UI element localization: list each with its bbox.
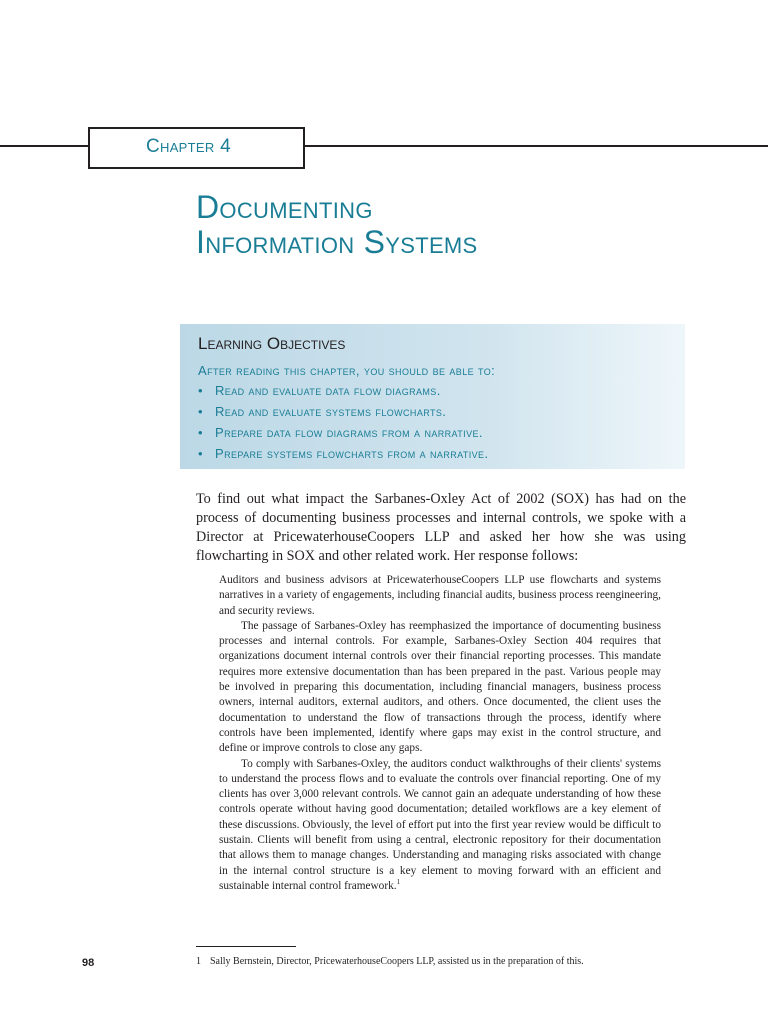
bullet-icon: • <box>198 425 203 440</box>
chapter-label: Chapter 4 <box>146 136 231 157</box>
learning-objective-item <box>198 401 488 422</box>
learning-objective-text: Read and evaluate data flow diagrams. <box>215 383 441 398</box>
learning-objectives-box <box>180 324 685 469</box>
footnote-rule <box>196 946 296 947</box>
page-number: 98 <box>82 957 95 969</box>
intro-paragraph: To find out what impact the Sarbanes-Oxley Act of 2002 (SOX) has had on the process of documenting business processes and internal controls, we spoke with a Director at PricewaterhouseCoopers LLP and asked her how she was using flowcharting in SOX and other related work. Her response follows: <box>196 491 686 564</box>
chapter-title-line-2: Information Systems <box>196 224 478 260</box>
quote-paragraph-3-text: To comply with Sarbanes-Oxley, the auditors conduct walkthroughs of their clients' systems to understand the process flows and to evaluate the controls over financial reporting. One of my clients has over 3,000 relevant controls. We cannot gain an adequate understanding of how these controls operate without having good documentation; detailed workflows are a key element of these discussions. Obviously, the level of effort put into the first year review would be difficult to sustain. Clients will benefit from using a central, electronic repository for their documentation that allows them to manage changes. Understanding and managing risks associated with change in the internal control structure is a key element to moving forward with an efficient and sustainable internal control framework. <box>219 757 661 892</box>
learning-objectives-heading: Learning Objectives <box>198 334 346 353</box>
learning-objective-text: Read and evaluate systems flowcharts. <box>215 404 447 419</box>
quote-paragraph-3 <box>219 757 661 895</box>
learning-objective-item <box>198 380 488 401</box>
learning-objective-item <box>198 443 488 464</box>
header-rule-right <box>305 145 768 147</box>
learning-objectives-list <box>198 380 488 464</box>
learning-objective-text: Prepare data flow diagrams from a narrative. <box>215 425 483 440</box>
chapter-title <box>196 190 478 260</box>
learning-objective-text: Prepare systems flowcharts from a narrative. <box>215 446 489 461</box>
bullet-icon: • <box>198 404 203 419</box>
footnote-reference: 1 <box>396 878 401 887</box>
quoted-response <box>219 573 661 894</box>
learning-objective-item <box>198 422 488 443</box>
footnote <box>196 956 584 967</box>
quote-paragraph-2: The passage of Sarbanes-Oxley has reemphasized the importance of documenting business processes and internal controls. For example, Sarbanes-Oxley Section 404 requires that organizations document internal controls over their financial reporting processes. This mandate requires more extensive documentation than has been prepared in the past. Various people may be involved in preparing this documentation, including financial managers, business process owners, internal auditors, external auditors, and others. Once documented, the client uses the documentation to understand the flow of transactions through the process, identify where controls have been implemented, identify where gaps may exist in the control structure, and define or improve controls to close any gaps. <box>219 619 661 755</box>
chapter-title-line-1: Documenting <box>196 189 373 225</box>
footnote-text: Sally Bernstein, Director, PricewaterhouseCoopers LLP, assisted us in the preparation of this. <box>210 956 584 967</box>
footnote-number: 1 <box>196 956 201 967</box>
bullet-icon: • <box>198 383 203 398</box>
learning-objectives-intro: After reading this chapter, you should be able to: <box>198 363 496 378</box>
chapter-label-box <box>88 127 305 169</box>
bullet-icon: • <box>198 446 203 461</box>
header-rule-left <box>0 145 90 147</box>
quote-paragraph-1: Auditors and business advisors at PricewaterhouseCoopers LLP use flowcharts and systems narratives in a variety of engagements, including financial audits, business process reengineering, and security reviews. <box>219 574 661 617</box>
